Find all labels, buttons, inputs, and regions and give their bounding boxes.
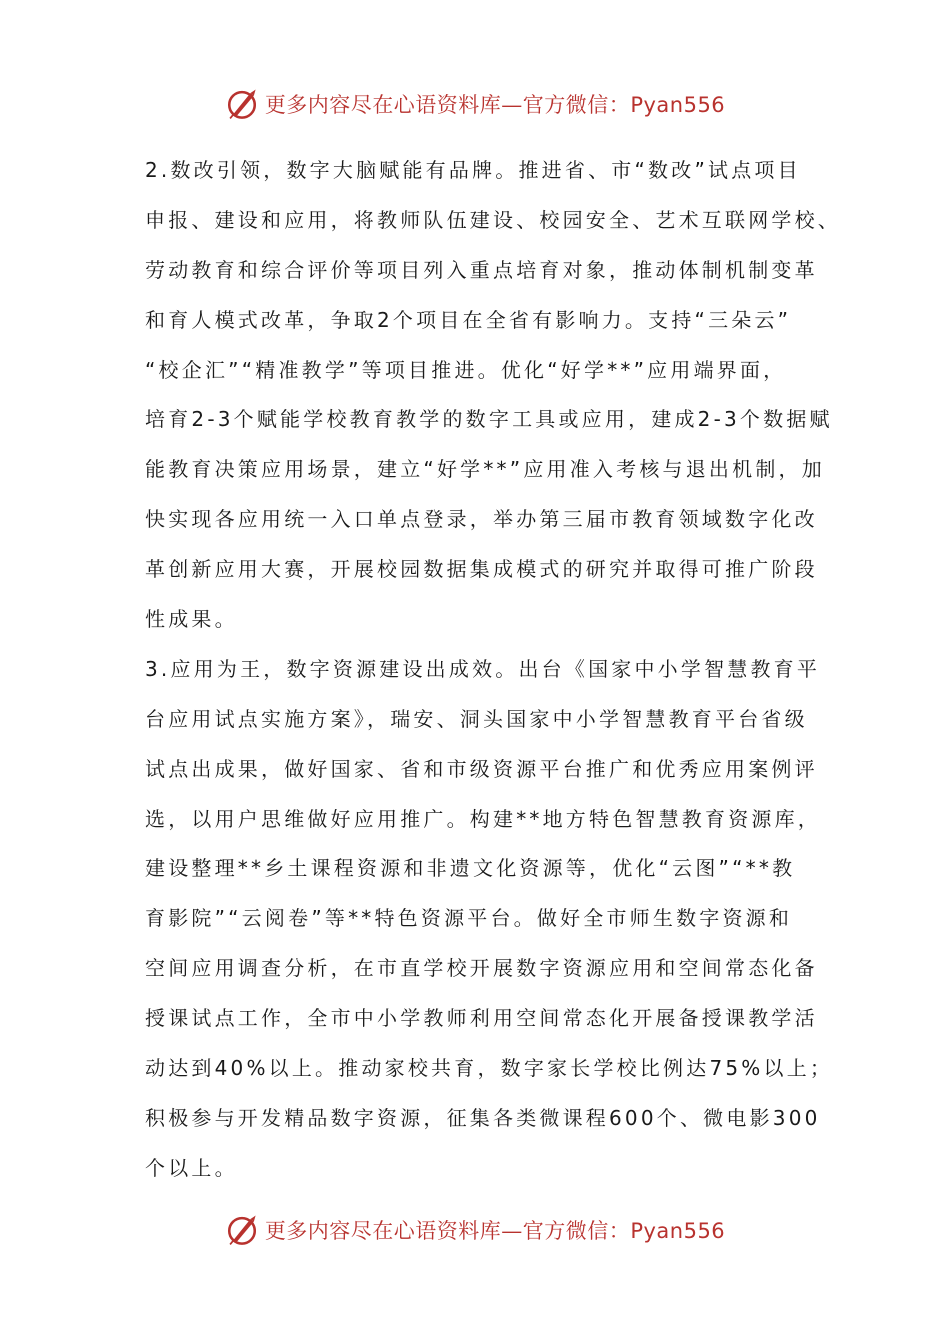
text-line: 动达到40%以上。推动家校共育，数字家长学校比例达75%以上； [145,1056,834,1081]
text-line: 革创新应用大赛，开展校园数据集成模式的研究并取得可推广阶段 [145,557,818,582]
quill-pen-logo-icon [225,87,259,121]
text-line: 空间应用调查分析，在市直学校开展数字资源应用和空间常态化备 [145,956,818,981]
header-banner [0,84,950,124]
text-line: 建设整理**乡土课程资源和非遗文化资源等，优化“云图”“**教 [145,856,796,881]
footer-banner [0,1210,950,1250]
footer-wechat-id: Pyan556 [630,1219,726,1243]
text-line: 台应用试点实施方案》，瑞安、洞头国家中小学智慧教育平台省级 [145,706,808,731]
text-line: 3.应用为王，数字资源建设出成效。出台《国家中小学智慧教育平 [145,656,821,681]
text-line: 快实现各应用统一入口单点登录，举办第三届市教育领域数字化改 [145,507,818,532]
text-line: 和育人模式改革，争取2个项目在全省有影响力。支持“三朵云” [145,307,792,332]
text-line: 个以上。 [145,1155,238,1180]
header-banner-text: 更多内容尽在心语资料库—官方微信：Pyan556 [264,93,726,117]
quill-pen-logo-icon [225,1213,259,1247]
header-wechat-id: Pyan556 [630,93,726,117]
text-line: 性成果。 [145,607,238,632]
paragraph [145,645,834,1194]
paragraph [145,146,841,645]
text-line: 培育2-3个赋能学校教育教学的数字工具或应用，建成2-3个数据赋 [145,407,833,432]
text-line: 劳动教育和综合评价等项目列入重点培育对象，推动体制机制变革 [145,257,818,282]
text-line: 试点出成果，做好国家、省和市级资源平台推广和优秀应用案例评 [145,756,818,781]
text-line: 能教育决策应用场景，建立“好学**”应用准入考核与退出机制，加 [145,457,825,482]
footer-banner-text: 更多内容尽在心语资料库—官方微信：Pyan556 [264,1219,726,1243]
text-line: 2.数改引领，数字大脑赋能有品牌。推进省、市“数改”试点项目 [145,158,801,182]
text-line: 育影院”“云阅卷”等**特色资源平台。做好全市师生数字资源和 [145,906,793,931]
text-line: 选，以用户思维做好应用推广。构建**地方特色智慧教育资源库， [145,806,821,831]
text-line: 积极参与开发精品数字资源，征集各类微课程600个、微电影300 [145,1105,821,1130]
text-line: 授课试点工作，全市中小学教师利用空间常态化开展备授课教学活 [145,1006,818,1031]
text-line: 申报、建设和应用，将教师队伍建设、校园安全、艺术互联网学校、 [145,207,841,232]
document-body [145,146,841,1194]
text-line: “校企汇”“精准教学”等项目推进。优化“好学**”应用端界面， [145,357,787,382]
